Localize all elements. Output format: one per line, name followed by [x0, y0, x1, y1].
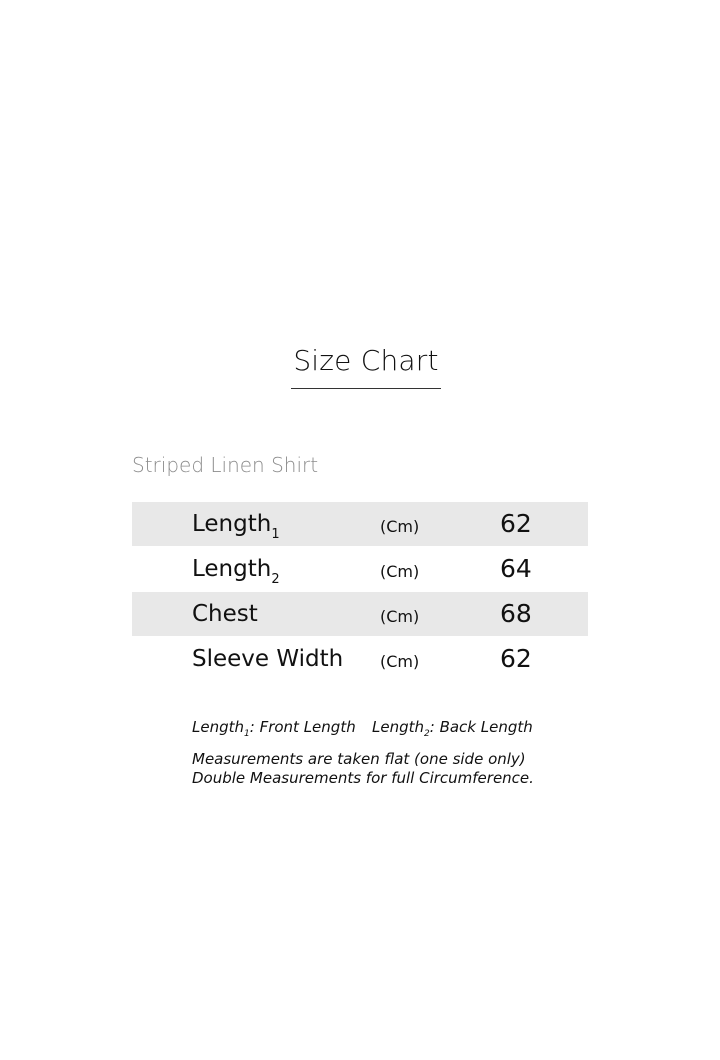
flat-measurement-note: Measurements are taken flat (one side only) — [192, 750, 526, 768]
table-row-sleeve-width — [132, 637, 588, 681]
size-table — [132, 502, 588, 682]
row-value: 62 — [500, 509, 532, 538]
table-row-chest — [132, 592, 588, 636]
front-length-note: Length$_1$: Front Length — [192, 718, 356, 739]
row-value: 62 — [500, 644, 532, 673]
table-row-length-2 — [132, 547, 588, 591]
row-unit: (Cm) — [380, 652, 420, 671]
back-length-note: Length$_2$: Back Length — [372, 718, 533, 739]
row-value: 68 — [500, 599, 532, 628]
circumference-note: Double Measurements for full Circumference. — [192, 769, 534, 787]
product-name: Striped Linen Shirt — [132, 453, 319, 477]
table-row-length-1 — [132, 502, 588, 546]
length-legend — [192, 718, 592, 740]
row-value: 64 — [500, 554, 532, 583]
row-label: Length$_1$ — [192, 511, 280, 542]
row-label: Chest — [192, 601, 258, 627]
measurement-notes — [192, 718, 592, 787]
row-label: Sleeve Width — [192, 646, 344, 672]
row-unit: (Cm) — [380, 517, 420, 536]
row-unit: (Cm) — [380, 562, 420, 581]
row-unit: (Cm) — [380, 607, 420, 626]
page-title: Size Chart — [293, 344, 439, 377]
title-underline — [291, 388, 441, 389]
row-label: Length$_2$ — [192, 556, 280, 587]
